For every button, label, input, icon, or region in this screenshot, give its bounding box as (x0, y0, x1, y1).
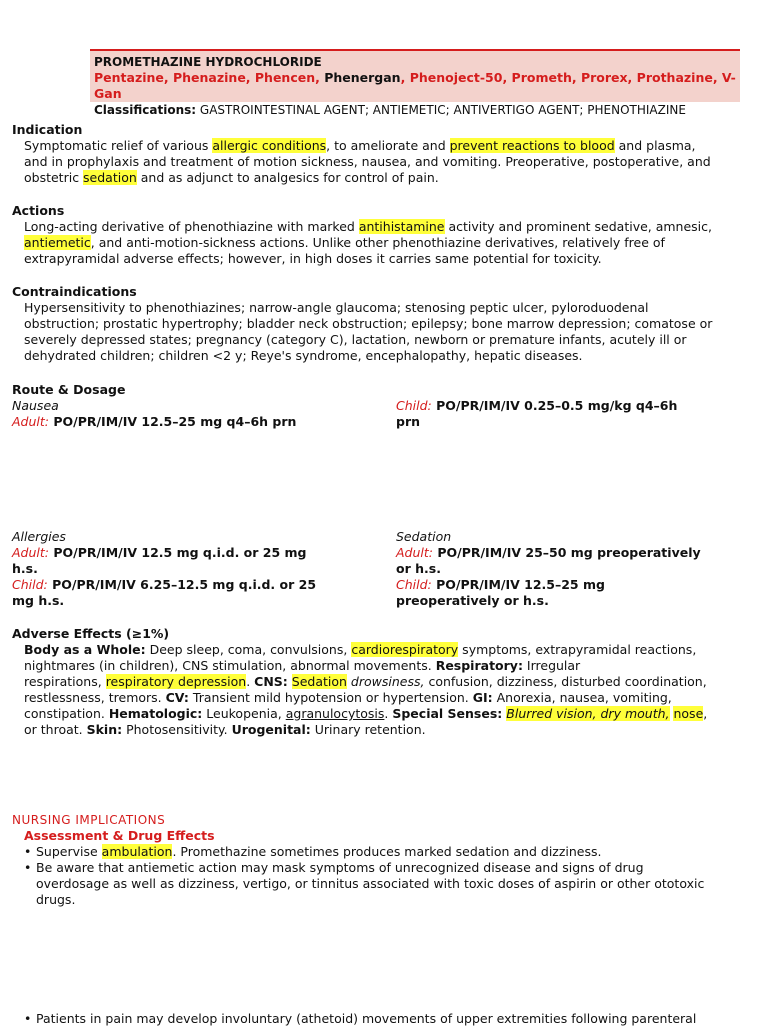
dose-text: PO/PR/IM/IV 25–50 mg preoperatively (433, 545, 701, 560)
indication-text: and plasma, (614, 138, 696, 153)
adverse-label: CNS: (254, 674, 288, 689)
adverse-text: , (703, 706, 708, 721)
dose-text: preoperatively or h.s. (396, 593, 549, 608)
adverse-effects-section (12, 626, 752, 738)
highlight-blurred-vision: Blurred vision, dry mouth, (506, 706, 670, 721)
contraindications-line: dehydrated children; children <2 y; Reye's syndrome, encephalopathy, hepatic diseases. (24, 348, 583, 363)
dose-nausea-child (396, 398, 726, 430)
actions-text: , and anti-motion-sickness actions. Unlike other phenothiazine derivatives, relatively free of (90, 235, 665, 250)
indication-text: and as adjunct to analgesics for control of pain. (136, 170, 439, 185)
indication-text: obstetric (24, 170, 84, 185)
dose-nausea-adult (12, 398, 382, 430)
adverse-text: Anorexia, nausea, vomiting, (492, 690, 672, 705)
highlight-cardiorespiratory: cardiorespiratory (351, 642, 459, 657)
highlight-nose: nose (673, 706, 704, 721)
adverse-text: . (246, 674, 255, 689)
highlight-allergic-conditions: allergic conditions (212, 138, 327, 153)
dose-text: prn (396, 414, 421, 429)
dose-text: h.s. (12, 561, 38, 576)
adverse-text: symptoms, extrapyramidal reactions, (458, 642, 697, 657)
brand-names (94, 70, 736, 102)
brand-name-phenergan: Phenergan (324, 70, 401, 85)
list-item (24, 860, 752, 908)
indication-body (12, 138, 752, 186)
dose-text: PO/PR/IM/IV 12.5 mg q.i.d. or 25 mg (49, 545, 307, 560)
indication-section (12, 122, 752, 186)
indication-text: , to ameliorate and (326, 138, 450, 153)
adverse-effects-body (12, 642, 752, 738)
dose-nausea-label: Nausea (12, 398, 59, 413)
contraindications-line: obstruction; prostatic hypertrophy; bladder neck obstruction; epilepsy; bone marrow depression; comatose or (24, 316, 713, 331)
contraindications-line: severely depressed states; pregnancy (category C), lactation, newborn or premature infants, acutely ill or (24, 332, 687, 347)
adverse-label: Special Senses: (392, 706, 503, 721)
nursing-subheading: Assessment & Drug Effects (24, 828, 215, 843)
dose-child-label: Child: (396, 577, 432, 592)
adverse-text: restlessness, tremors. (24, 690, 166, 705)
adverse-text: Photosensitivity. (122, 722, 232, 737)
contraindications-body (12, 300, 752, 364)
nursing-bullet-list (12, 844, 752, 908)
dose-adult-label: Adult: (396, 545, 433, 560)
bullet-text: Supervise (36, 844, 102, 859)
adverse-text: Deep sleep, coma, convulsions, (145, 642, 352, 657)
list-item (24, 1011, 764, 1027)
contraindications-line: Hypersensitivity to phenothiazines; narrow-angle glaucoma; stenosing peptic ulcer, pyloroduodenal (24, 300, 649, 315)
dose-text: PO/PR/IM/IV 12.5–25 mg q4–6h prn (49, 414, 297, 429)
classifications-value: GASTROINTESTINAL AGENT; ANTIEMETIC; ANTIVERTIGO AGENT; PHENOTHIAZINE (196, 103, 686, 117)
highlight-antihistamine: antihistamine (358, 219, 445, 234)
classifications-label: Classifications: (94, 103, 197, 117)
dose-text: or h.s. (396, 561, 441, 576)
drug-header (90, 49, 740, 117)
adverse-label: Respiratory: (435, 658, 523, 673)
indication-heading: Indication (12, 122, 83, 137)
actions-body (12, 219, 752, 267)
route-dosage-section (12, 382, 752, 398)
adverse-text: or throat. (24, 722, 87, 737)
dose-sedation (396, 529, 736, 609)
adverse-text: Urinary retention. (310, 722, 426, 737)
dose-child-label: Child: (396, 398, 432, 413)
highlight-respiratory-depression: respiratory depression (105, 674, 247, 689)
dose-allergies-label: Allergies (12, 529, 66, 544)
contraindications-heading: Contraindications (12, 284, 137, 299)
adverse-label: CV: (165, 690, 189, 705)
brand-names-a: Pentazine, Phenazine, Phencen, (94, 70, 325, 85)
actions-text: extrapyramidal adverse effects; however, in high doses it carries same potential for toxicity. (24, 251, 602, 266)
dose-adult-label: Adult: (12, 545, 49, 560)
dose-sedation-label: Sedation (396, 529, 452, 544)
dose-text: PO/PR/IM/IV 12.5–25 mg (431, 577, 605, 592)
list-item (24, 844, 752, 860)
indication-text: Symptomatic relief of various (24, 138, 213, 153)
adverse-text: confusion, dizziness, disturbed coordination, (424, 674, 707, 689)
route-dosage-heading: Route & Dosage (12, 382, 126, 397)
nursing-heading: NURSING IMPLICATIONS (12, 813, 166, 827)
dose-text: mg h.s. (12, 593, 65, 608)
dose-text: PO/PR/IM/IV 0.25–0.5 mg/kg q4–6h (431, 398, 678, 413)
brand-names-b: , Phenoject-50, Prometh, Prorex, Prothazine, V-Gan (94, 70, 736, 101)
adverse-text: constipation. (24, 706, 109, 721)
highlight-sedation: Sedation (291, 674, 347, 689)
dose-adult-label: Adult: (12, 414, 49, 429)
actions-text: activity and prominent sedative, amnesic, (444, 219, 713, 234)
highlight-sedation: sedation (83, 170, 137, 185)
bullet-text: Patients in pain may develop involuntary (athetoid) movements of upper extremities following parenteral (36, 1011, 697, 1026)
adverse-text-italic: drowsiness, (346, 674, 425, 689)
bullet-text: . Promethazine sometimes produces marked sedation and dizziness. (172, 844, 602, 859)
dose-child-label: Child: (12, 577, 48, 592)
drug-title: PROMETHAZINE HYDROCHLORIDE (94, 55, 322, 69)
adverse-text: respirations, (24, 674, 106, 689)
adverse-text: nightmares (in children), CNS stimulation, abnormal movements. (24, 658, 436, 673)
nursing-bullet-list-continued (12, 1011, 764, 1027)
contraindications-section (12, 284, 752, 364)
adverse-label: Hematologic: (108, 706, 203, 721)
adverse-text: Irregular (522, 658, 581, 673)
adverse-label: Skin: (86, 722, 123, 737)
adverse-effects-heading: Adverse Effects (≥1%) (12, 626, 170, 641)
dose-text: PO/PR/IM/IV 6.25–12.5 mg q.i.d. or 25 (47, 577, 317, 592)
bullet-text: drugs. (36, 892, 76, 907)
bullet-text: • Be aware that antiemetic action may mask symptoms of unrecognized disease and signs of drug (36, 860, 644, 875)
adverse-text: . (384, 706, 393, 721)
underlined-agranulocytosis: agranulocytosis (285, 706, 385, 721)
highlight-ambulation: ambulation (101, 844, 173, 859)
adverse-label: Urogenital: (231, 722, 311, 737)
actions-text: Long-acting derivative of phenothiazine with marked (24, 219, 359, 234)
indication-text: and in prophylaxis and treatment of motion sickness, nausea, and vomiting. Preoperative, postoperative, and (24, 154, 711, 169)
actions-heading: Actions (12, 203, 65, 218)
highlight-antiemetic: antiemetic (24, 235, 91, 250)
adverse-text: Leukopenia, (202, 706, 286, 721)
nursing-implications-section (12, 812, 752, 908)
adverse-text: Transient mild hypotension or hypertension. (188, 690, 473, 705)
classifications (94, 102, 736, 118)
adverse-label: GI: (472, 690, 493, 705)
actions-section (12, 203, 752, 267)
bullet-text: overdosage as well as dizziness, vertigo, or tinnitus associated with toxic doses of aspirin or other ototoxic (36, 876, 705, 891)
highlight-prevent-reactions: prevent reactions to blood (449, 138, 615, 153)
adverse-label: Body as a Whole: (24, 642, 146, 657)
dose-allergies (12, 529, 382, 609)
